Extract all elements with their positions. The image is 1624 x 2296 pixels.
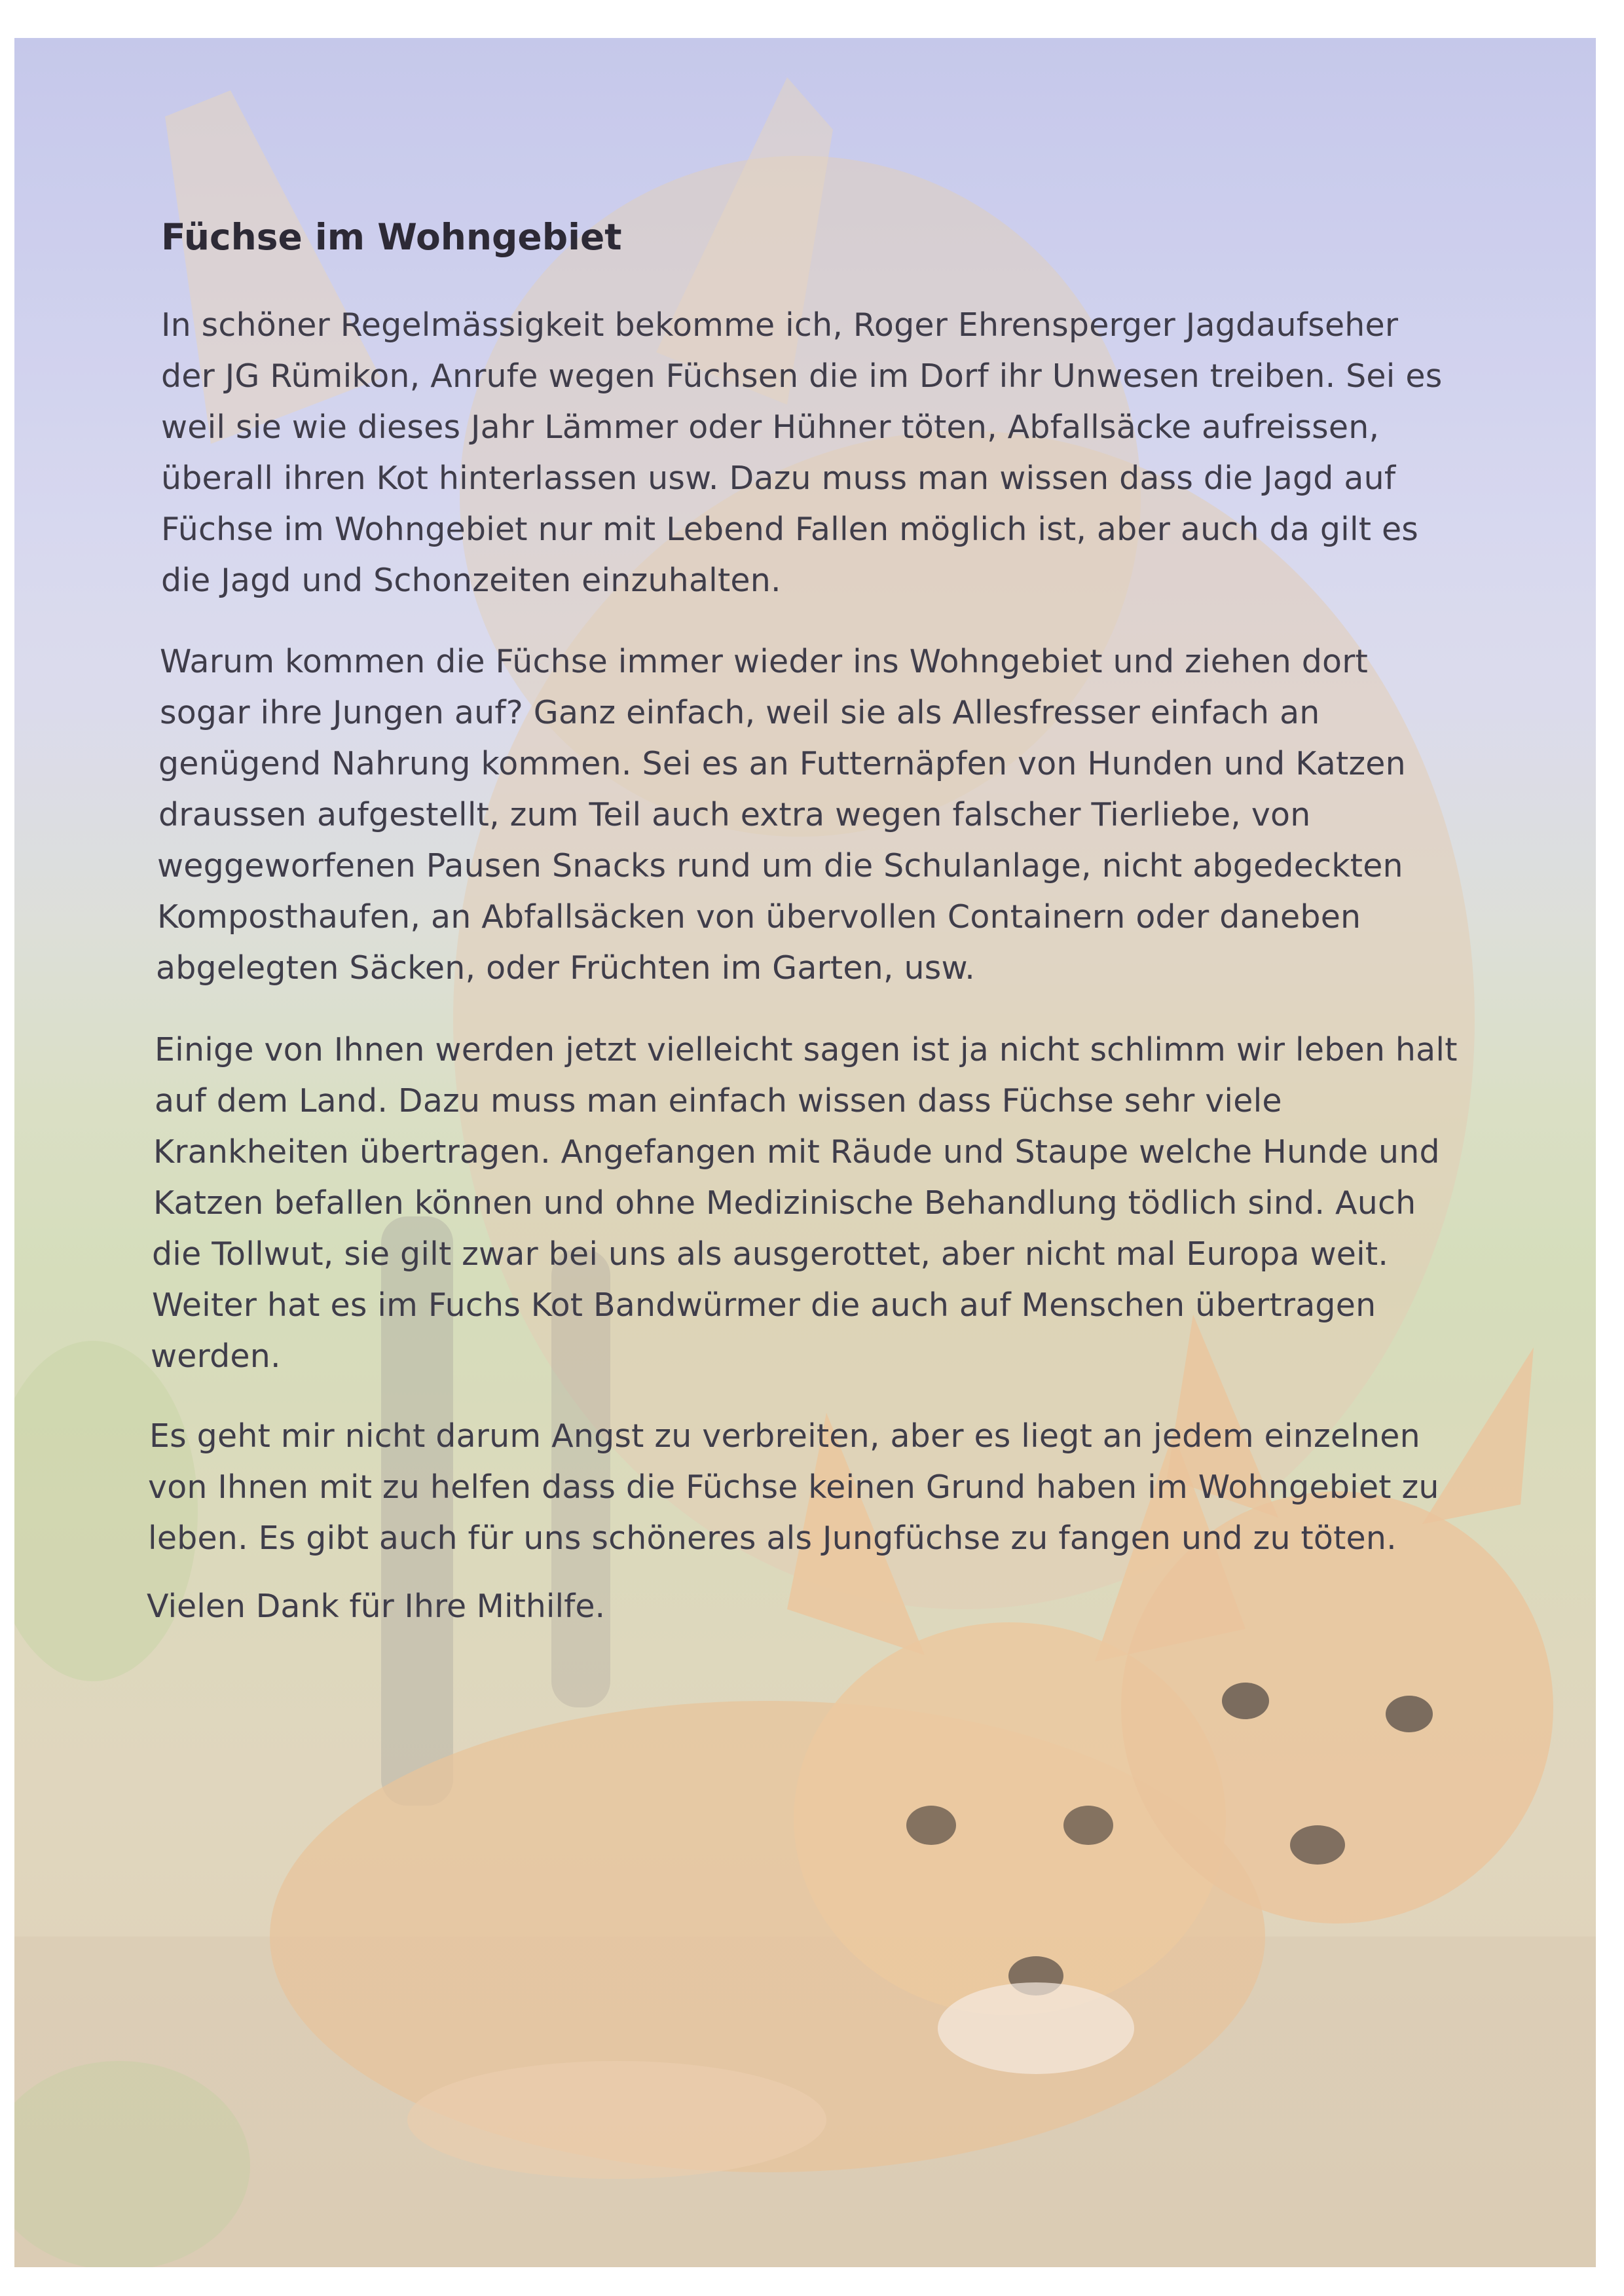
paragraph-1-line: die Jagd und Schonzeiten einzuhalten. (161, 562, 781, 599)
paragraph-3-line: auf dem Land. Dazu muss man einfach wissen dass Füchse sehr viele (155, 1082, 1282, 1120)
paragraph-2-line: weggeworfenen Pausen Snacks rund um die Schulanlage, nicht abgedeckten (157, 847, 1403, 884)
paragraph-1-line: überall ihren Kot hinterlassen usw. Dazu muss man wissen dass die Jagd auf (161, 460, 1396, 497)
paragraph-1-line: In schöner Regelmässigkeit bekomme ich, Roger Ehrensperger Jagdaufseher (161, 306, 1399, 344)
paragraph-1-line: Füchse im Wohngebiet nur mit Lebend Fallen möglich ist, aber auch da gilt es (161, 511, 1419, 548)
paragraph-1-line: weil sie wie dieses Jahr Lämmer oder Hühner töten, Abfallsäcke aufreissen, (161, 409, 1380, 446)
paragraph-2-line: sogar ihre Jungen auf? Ganz einfach, weil sie als Allesfresser einfach an (160, 694, 1320, 731)
paragraph-4-line: von Ihnen mit zu helfen dass die Füchse keinen Grund haben im Wohngebiet zu (148, 1468, 1439, 1506)
paragraph-4-line: Es geht mir nicht darum Angst zu verbreiten, aber es liegt an jedem einzelnen (149, 1417, 1420, 1455)
paragraph-4-line: leben. Es gibt auch für uns schöneres als Jungfüchse zu fangen und zu töten. (148, 1520, 1397, 1557)
closing-line: Vielen Dank für Ihre Mithilfe. (147, 1588, 606, 1625)
paragraph-1-line: der JG Rümikon, Anrufe wegen Füchsen die im Dorf ihr Unwesen treiben. Sei es (161, 357, 1443, 395)
paragraph-2-line: Warum kommen die Füchse immer wieder ins Wohngebiet und ziehen dort (160, 643, 1368, 680)
paragraph-3-line: Katzen befallen können und ohne Medizinische Behandlung tödlich sind. Auch (153, 1184, 1416, 1222)
paragraph-3-line: Einige von Ihnen werden jetzt vielleicht sagen ist ja nicht schlimm wir leben halt (155, 1031, 1458, 1068)
paragraph-3-line: die Tollwut, sie gilt zwar bei uns als ausgerottet, aber nicht mal Europa weit. (152, 1235, 1389, 1273)
paragraph-3-line: Krankheiten übertragen. Angefangen mit Räude und Staupe welche Hunde und (153, 1133, 1440, 1171)
paragraph-2-line: abgelegten Säcken, oder Früchten im Garten, usw. (156, 949, 976, 987)
paragraph-2-line: Komposthaufen, an Abfallsäcken von übervollen Containern oder daneben (157, 898, 1361, 936)
paragraph-2-line: genügend Nahrung kommen. Sei es an Futternäpfen von Hunden und Katzen (158, 745, 1406, 782)
document-title: Füchse im Wohngebiet (161, 216, 622, 258)
paragraph-2-line: draussen aufgestellt, zum Teil auch extra wegen falscher Tierliebe, von (158, 796, 1311, 833)
paragraph-3-line: werden. (151, 1338, 281, 1375)
paragraph-3-line: Weiter hat es im Fuchs Kot Bandwürmer die auch auf Menschen übertragen (152, 1286, 1376, 1324)
